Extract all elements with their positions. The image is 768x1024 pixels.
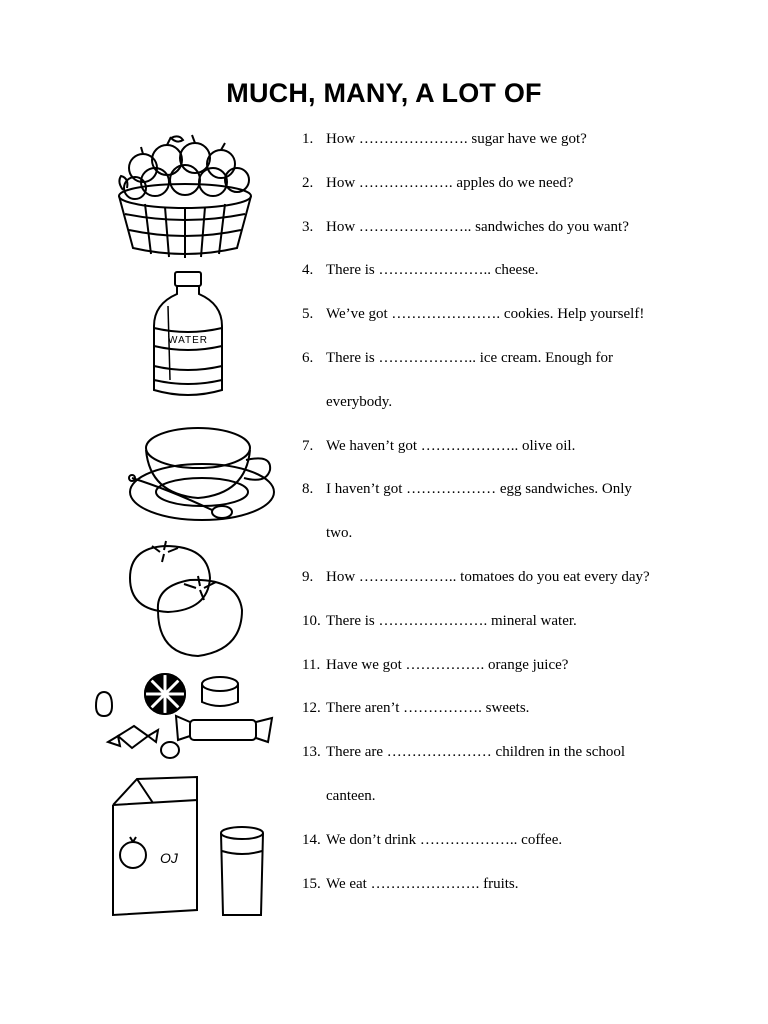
exercise-number: 9.	[302, 568, 314, 585]
exercise-item	[302, 216, 742, 238]
page-title: MUCH, MANY, A LOT OF	[226, 78, 542, 108]
water-bottle-image	[148, 270, 228, 400]
exercise-number: 12.	[302, 700, 321, 717]
exercise-text: Have we got ……………. orange juice?	[326, 656, 569, 673]
exercise-number: 10.	[302, 612, 321, 629]
exercise-item	[302, 610, 742, 632]
exercise-number: 11.	[302, 656, 321, 673]
exercise-item	[302, 172, 742, 194]
exercise-text: There is …………………. mineral water.	[326, 612, 577, 629]
exercise-number: 7.	[302, 437, 314, 454]
exercise-text: There is ………………….. cheese.	[326, 262, 539, 279]
cup-and-saucer-image	[110, 420, 280, 530]
exercise-text: There is ……………….. ice cream. Enough for	[326, 349, 613, 366]
exercise-item	[302, 259, 742, 281]
exercise-number: 14.	[302, 831, 321, 848]
exercise-number: 15.	[302, 875, 321, 892]
exercise-continuation: two.	[326, 525, 353, 542]
exercise-text: We eat …………………. fruits.	[326, 875, 519, 892]
exercise-item	[302, 829, 742, 851]
exercise-number: 4.	[302, 262, 314, 279]
exercise-item	[302, 566, 742, 588]
sweets-image	[90, 670, 285, 770]
exercise-number: 3.	[302, 218, 314, 235]
orange-juice-image	[105, 775, 270, 920]
exercise-item	[302, 435, 742, 457]
exercise-number: 8.	[302, 481, 314, 498]
exercise-text: We don’t drink ……………….. coffee.	[326, 831, 563, 848]
exercise-number: 1.	[302, 131, 314, 147]
bottle-label: WATER	[168, 335, 208, 346]
exercise-item	[302, 654, 742, 676]
exercise-number: 5.	[302, 306, 314, 323]
exercise-item	[302, 128, 742, 150]
exercise-text: I haven’t got ……………… egg sandwiches. Only	[326, 481, 632, 498]
tomatoes-image	[120, 540, 250, 670]
exercise-item	[302, 873, 742, 895]
exercise-text: There aren’t ……………. sweets.	[326, 700, 530, 717]
carton-label: OJ	[160, 850, 178, 866]
exercise-text: We’ve got …………………. cookies. Help yourself!	[326, 306, 645, 323]
exercise-item	[302, 478, 742, 544]
exercise-number: 6.	[302, 349, 314, 366]
exercise-number: 2.	[302, 174, 314, 191]
exercise-continuation: everybody.	[326, 393, 393, 410]
exercise-text: How …………………. sugar have we got?	[326, 131, 587, 147]
exercise-text: We haven’t got ……………….. olive oil.	[326, 437, 576, 454]
exercise-item	[302, 697, 742, 719]
exercise-text: How ……………….. tomatoes do you eat every day?	[326, 568, 650, 585]
exercise-item	[302, 741, 742, 807]
exercise-text: How ………………. apples do we need?	[326, 174, 574, 191]
apple-basket-image	[105, 130, 265, 265]
exercise-text: There are ………………… children in the school	[326, 744, 626, 761]
exercise-text: How ………………….. sandwiches do you want?	[326, 218, 629, 235]
exercise-item	[302, 347, 742, 413]
exercise-item	[302, 303, 742, 325]
illustration-column	[90, 120, 290, 920]
exercise-number: 13.	[302, 744, 321, 761]
exercise-list	[302, 128, 742, 916]
exercise-continuation: canteen.	[326, 787, 376, 804]
